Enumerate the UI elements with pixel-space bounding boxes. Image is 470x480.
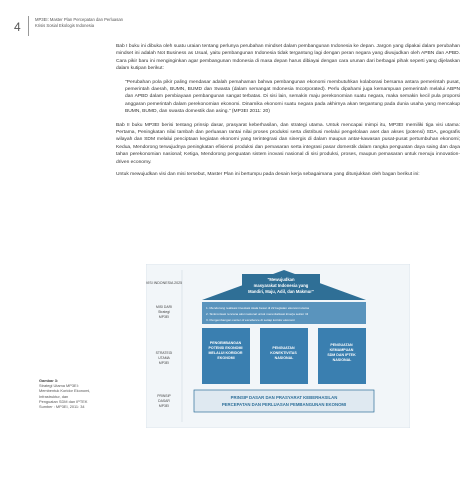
header-divider xyxy=(28,16,29,36)
running-head-line1: MP3EI: Master Plan Percepatan dan Perluasan xyxy=(35,17,123,22)
caption-source: Sumber : MP3EI, 2011: 34 xyxy=(39,404,85,410)
paragraph-1: Bab I buku ini dibuka oleh suatu uraian tentang perlunya perubahan mindset dalam pembangunan Indonesia ke depan. Jargon yang dipakai dalam perubahan mindset ini adalah Not Business as Usual, yaitu pembangunan Indonesia tidak tergantung lagi dengan peran negara yang diwujudkan oleh APBN dan APBD. Cara pikir baru ini menginginkan agar pembangunan Indonesia di masa depan harus dibiayai dengan cara urunan dari berbagai pihak seperti yang dijelaskan dalam kutipan berikut: xyxy=(116,44,460,72)
foundation-base xyxy=(194,390,374,412)
visi-label: VISI INDONESIA 2025 xyxy=(146,281,183,285)
base-line-1: PRINSIP DASAR DAN PRASYARAT KEBERHASILAN xyxy=(230,395,338,400)
visi-text-2: masyarakat Indonesia yang xyxy=(253,283,309,288)
misi-label-1: MISI DARI xyxy=(155,305,173,309)
misi-item-2: 2. Sinkronisasi rencana aksi nasional untuk merevitalisasi kinerja sektor riil xyxy=(206,312,309,316)
running-head xyxy=(35,17,123,29)
misi-label-2: Strategi xyxy=(158,310,170,314)
caption-line-4: Penguatan SDM dan IPTEK xyxy=(39,398,88,404)
visi-text-3: Mandiri, Maju, Adil, dan Makmur" xyxy=(248,289,314,294)
figure-caption xyxy=(39,378,114,409)
caption-line-3: Infrastruktur, dan xyxy=(39,393,69,399)
strategi-label-1: STRATEGI xyxy=(155,351,173,355)
pillar-1-text: PENGEMBANGAN POTENSI EKONOMI MELALUI KORIDOR EKONOMI xyxy=(208,341,243,360)
running-head-line2: Krisis Sosial Ekologis Indonesia xyxy=(35,23,95,28)
strategi-label-2: UTAMA xyxy=(158,356,170,360)
mp3ei-strategy-diagram xyxy=(146,264,410,428)
visi-text-1: "Mewujudkan xyxy=(267,277,295,282)
block-quote: "Perubahan pola pikir paling mendasar adalah pemahaman bahwa pembangunan ekonomi membutuhkan kolaborasi bersama antara pemerintah pusat, pemerintah daerah, BUMN, BUMD dan Swasta (dalam semangat Indonesia Incorporated). Perlu dipahami juga kemampuan pemerintah melalui ABPN dan APBD dalam pembiayaan pembangunan sangat terbatas. Di sisi lain, semakin maju perekonomian suatu negara, maka semakin kecil pula proporsi anggaran pemerintah dalam perekonomian ekonomi. Dinamika ekonomi suatu negara pada akhirnya akan tergantung pada dunia usaha yang mencakup BUMN, BUMD, dan swasta domestik dan asing." (MP3EI 2011: 20) xyxy=(125,79,460,115)
prinsip-label-1: PRINSIP xyxy=(157,394,171,398)
misi-item-1: 1. Mendorong realisasi investasi skala besar di 22 kegiatan ekonomi utama xyxy=(206,306,310,310)
prinsip-label-3: MP3EI xyxy=(158,404,170,408)
strategi-label-3: MP3EI xyxy=(158,361,170,365)
misi-item-3: 3. Pengembangan center of excellence di setiap koridor ekonomi xyxy=(206,318,295,322)
base-line-2: PERCEPATAN DAN PERLUASAN PEMBANGUNAN EKONOMI xyxy=(221,402,347,407)
caption-title: Gambar 3: xyxy=(39,378,59,383)
paragraph-3: Untuk mewujudkan visi dan misi tersebut, Master Plan ini bertumpu pada desain kerja sebagaimana yang ditunjukkan oleh bagan berikut ini: xyxy=(116,172,420,178)
paragraph-2: Bab II buku MP3EI berisi tentang prinsip dasar, prasyarat keberhasilan, dan strategi utama. Untuk mencapai mimpi itu, MP3EI memiliki tiga visi utama: Pertama, Peningkatan nilai tambah dan perluasan rantai nilai proses produksi serta distribusi melalui pengelolaan aset dan akses (potensi) SDA, geografis wilayah dan SDM melalui penciptaan kegiatan ekonomi yang terintegrasi dan sinergis di dalam maupun antar-kawasan pusat-pusat pertumbuhan ekonomi; Kedua, Mendorong terwujudnya peningkatan efisiensi produksi dan pemasaran serta integrasi pasar domestik dalam rangka penguatan daya saing dan daya tahan perekonomian nasional; Ketiga, Mendorong penguatan sistem inovasi nasional di sisi produksi, proses, maupun pemasaran untuk menuju innovation-driven economy. xyxy=(116,122,460,165)
pillar-3-text: PENGUATAN KEMAMPUAN SDM DAN IPTEK NASIONAL xyxy=(327,343,356,362)
page-number: 4 xyxy=(14,20,21,34)
pillar-2-text: PENGUATAN KONEKTIVITAS NASIONAL xyxy=(270,346,297,360)
misi-label-3: MP3EI xyxy=(158,315,170,319)
body-text xyxy=(116,43,460,184)
prinsip-label-2: DASAR xyxy=(158,399,170,403)
caption-line-2: Membentuk Koridor Ekonomi, xyxy=(39,388,91,394)
caption-line-1: Strategi Utama MP3EI: xyxy=(39,383,79,389)
